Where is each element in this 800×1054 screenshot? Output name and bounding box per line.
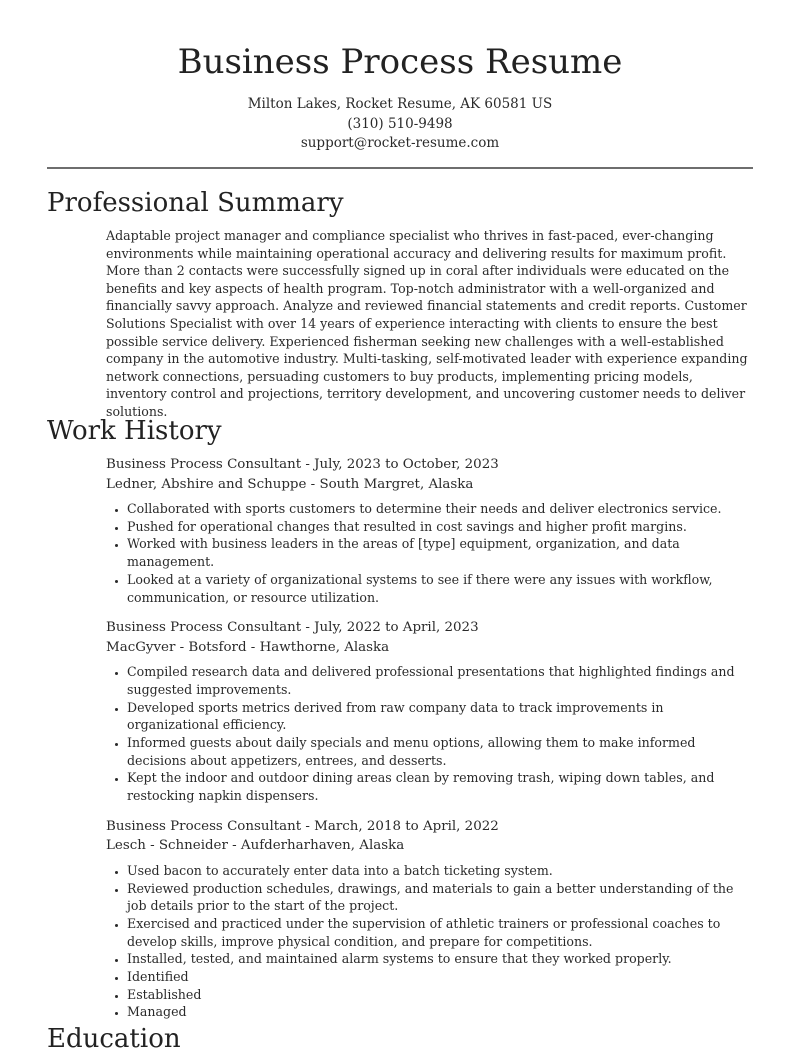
header-divider [47, 167, 753, 169]
job-company-location: Ledner, Abshire and Schuppe - South Margret, Alaska [106, 476, 474, 492]
job-bullet: • Managed [127, 1003, 756, 1021]
job-company-location: Lesch - Schneider - Aufderharhaven, Alaska [106, 838, 405, 854]
job-bullets [106, 500, 756, 606]
contact-address: Milton Lakes, Rocket Resume, AK 60581 US [247, 96, 553, 112]
work-history-list [106, 455, 756, 1033]
job-bullet: • Collaborated with sports customers to determine their needs and deliver electronics service. [127, 500, 756, 518]
job-bullets [106, 862, 756, 1021]
job-bullet: • Used bacon to accurately enter data into a batch ticketing system. [127, 862, 756, 880]
job-bullet: • Compiled research data and delivered professional presentations that highlighted findings and suggested improvements. [127, 663, 756, 698]
job-entry [106, 455, 756, 606]
job-bullet: • Pushed for operational changes that resulted in cost savings and higher profit margins. [127, 518, 756, 536]
contact-info [0, 95, 800, 154]
job-company-location: MacGyver - Botsford - Hawthorne, Alaska [106, 639, 390, 655]
job-bullet: • Worked with business leaders in the areas of [type] equipment, organization, and data management. [127, 535, 756, 570]
job-bullet: • Established [127, 986, 756, 1004]
section-title-work-history: Work History [47, 416, 222, 446]
job-title-dates: Business Process Consultant - March, 2018 to April, 2022 [106, 818, 499, 834]
contact-email: support@rocket-resume.com [300, 135, 500, 151]
job-bullet: • Informed guests about daily specials and menu options, allowing them to make informed decisions about appetizers, entrees, and desserts. [127, 734, 756, 769]
job-bullet: • Identified [127, 968, 756, 986]
section-title-professional-summary: Professional Summary [47, 188, 344, 218]
job-entry [106, 817, 756, 1021]
job-entry [106, 618, 756, 805]
professional-summary-text: Adaptable project manager and compliance specialist who thrives in fast-paced, ever-changing environments while maintaining operational accuracy and delivering results for maximum profit. More than 2 contacts were successfully signed up in coral after individuals were educated on the benefits and key aspects of health program. Top-notch administrator with a well-organized and financially savvy approach. Analyze and reviewed financial statements and credit reports. Customer Solutions Specialist with over 14 years of experience interacting with clients to ensure the best possible service delivery. Experienced fisherman seeking new challenges with a well-established company in the automotive industry. Multi-tasking, self-motivated leader with experience expanding network connections, persuading customers to buy products, implementing pricing models, inventory control and projections, territory development, and uncovering customer needs to deliver solutions. [106, 228, 748, 419]
job-bullet: • Exercised and practiced under the supervision of athletic trainers or professional coaches to develop skills, improve physical condition, and prepare for competitions. [127, 915, 756, 950]
job-bullet: • Installed, tested, and maintained alarm systems to ensure that they worked properly. [127, 950, 756, 968]
job-bullet: • Looked at a variety of organizational systems to see if there were any issues with workflow, communication, or resource utilization. [127, 571, 756, 606]
resume-header [0, 0, 800, 154]
job-title-dates: Business Process Consultant - July, 2022 to April, 2023 [106, 620, 479, 636]
job-title-dates: Business Process Consultant - July, 2023 to October, 2023 [106, 457, 499, 472]
resume-title: Business Process Resume [177, 42, 623, 82]
job-bullet: • Reviewed production schedules, drawings, and materials to gain a better understanding of the job details prior to the start of the project. [127, 880, 756, 915]
job-bullet: • Kept the indoor and outdoor dining areas clean by removing trash, wiping down tables, and restocking napkin dispensers. [127, 769, 756, 804]
section-title-education: Education [47, 1024, 181, 1054]
job-bullets [106, 663, 756, 805]
contact-phone: (310) 510-9498 [347, 115, 453, 132]
job-bullet: • Developed sports metrics derived from raw company data to track improvements in organizational efficiency. [127, 699, 756, 734]
